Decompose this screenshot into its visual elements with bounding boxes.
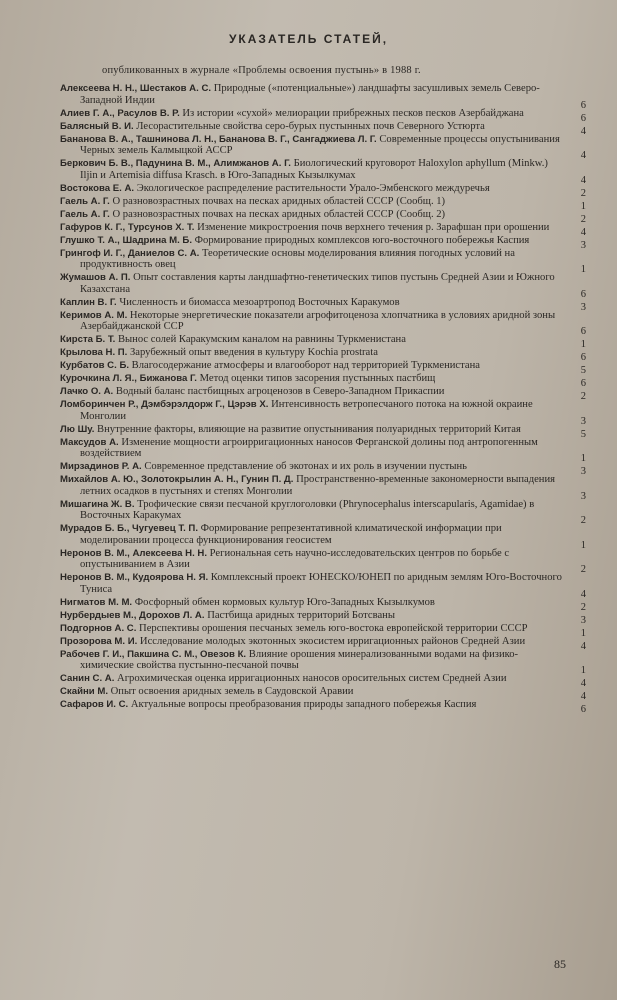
entry-author: Курбатов С. Б. <box>60 360 130 371</box>
entry-author: Подгорнов А. С. <box>60 622 137 634</box>
entry-issue-number: 5 <box>580 428 586 440</box>
index-entry <box>60 622 586 639</box>
entry-title: Из истории «сухой» мелиорации прибрежных песков песков Азербайджана <box>182 107 524 119</box>
index-entry <box>60 436 586 464</box>
entry-title: Изменение мощности агроирригационных наносов Ферганской долины под антропогенным воздействием <box>80 436 538 459</box>
entry-issue-number: 4 <box>580 174 586 186</box>
entry-title: Влагосодержание атмосферы и влагооборот над территорией Туркменистана <box>131 360 480 371</box>
entry-author: Рабочев Г. И., Пакшина С. М., Овезов К. <box>60 648 247 660</box>
index-entry <box>60 296 586 313</box>
entry-issue-number: 3 <box>580 614 586 626</box>
page-title: УКАЗАТЕЛЬ СТАТЕЙ, <box>228 32 389 46</box>
index-entry <box>60 334 586 350</box>
index-entry <box>60 609 586 626</box>
entry-author: Жумашов А. П. <box>60 272 131 283</box>
entry-issue-number: 6 <box>580 112 586 124</box>
entry-author: Гафуров К. Г., Турсунов Х. Т. <box>60 221 195 233</box>
entry-title: Биологический круговорот Haloxylon aphyllum (Minkw.) Iljin и Artemisia diffusa Krasch. в Юго-Западных Кызылкумах <box>80 158 548 181</box>
entry-author: Гаель А. Г. <box>60 195 110 207</box>
entry-issue-number: 1 <box>580 627 586 639</box>
entry-issue-number: 6 <box>580 99 586 111</box>
entry-title: Фосфорный обмен кормовых культур Юго-Западных Кызылкумов <box>134 596 435 608</box>
entry-title: Агрохимическая оценка ирригационных наносов оросительных систем Средней Азии <box>117 673 507 684</box>
index-entry <box>60 360 586 376</box>
entry-author: Неронов В. М., Алексеева Н. Н. <box>60 547 207 559</box>
page-number: 85 <box>554 957 566 971</box>
entry-author: Алексеева Н. Н., Шестаков А. С. <box>60 83 212 94</box>
entry-title: Метод оценки типов засорения пустынных пастбищ <box>199 373 436 384</box>
index-entry <box>60 208 586 225</box>
entry-issue-number: 4 <box>580 678 586 689</box>
index-entry <box>60 133 586 161</box>
entry-title: Современные процессы опустынивания Черных земель Калмыцкой АССР <box>80 133 560 156</box>
index-entry <box>60 673 586 689</box>
entry-title: Современное представление об экотонах и их роль в изучении пустынь <box>144 461 467 472</box>
index-entry <box>60 373 586 389</box>
index-entry <box>60 547 586 575</box>
entry-title: Численность и биомасса мезоартропод Восточных Каракумов <box>119 296 400 308</box>
entry-author: Мишагина Ж. В. <box>60 498 135 510</box>
entry-issue-number: 4 <box>580 640 586 652</box>
entry-title: Зарубежный опыт введения в культуру Kochia prostrata <box>130 347 378 358</box>
entry-title: О разновозрастных почвах на песках аридных областей СССР (Сообщ. 1) <box>112 195 446 207</box>
entry-issue-number: 6 <box>580 326 586 337</box>
index-entry <box>60 423 586 440</box>
index-entry <box>60 309 586 337</box>
index-entry <box>60 120 586 137</box>
entry-issue-number: 1 <box>580 264 586 275</box>
entry-author: Нигматов М. М. <box>60 596 133 608</box>
index-entry <box>60 347 586 363</box>
entry-title: Формирование репрезентативной климатической информации при моделировании процесса функционирования геосистем <box>80 523 502 546</box>
entry-author: Мурадов Б. Б., Чугуевец Т. П. <box>60 523 198 534</box>
index-entry <box>60 399 586 427</box>
entry-issue-number: 2 <box>580 187 586 199</box>
entry-title: Изменение микростроения почв верхнего течения р. Зарафшан при орошении <box>197 221 550 233</box>
index-entry <box>60 498 586 526</box>
entry-issue-number: 2 <box>580 564 586 575</box>
entry-title: Некоторые энергетические показатели агрофитоценоза хлопчатника в условиях аридной зоны Азербайджанской ССР <box>80 309 556 332</box>
entry-issue-number: 2 <box>580 601 586 613</box>
entry-author: Лачко О. А. <box>60 386 114 397</box>
entry-issue-number: 3 <box>580 490 586 502</box>
entry-author: Прозорова М. И. <box>60 635 138 647</box>
entry-issue-number: 3 <box>580 301 586 313</box>
entry-author: Востокова Е. А. <box>60 182 135 194</box>
index-entry <box>60 474 586 502</box>
entry-title: Пастбища аридных территорий Ботсваны <box>207 609 395 621</box>
index-entry <box>60 686 586 702</box>
entry-author: Беркович Б. В., Падунина В. М., Алимжанов А. Г. <box>60 158 291 169</box>
entry-title: Опыт освоения аридных земель в Саудовской Аравии <box>110 686 354 697</box>
entry-issue-number: 4 <box>580 125 586 137</box>
entry-title: Водный баланс пастбищных агроценозов в Северо-Западном Прикаспии <box>115 386 445 397</box>
entry-issue-number: 3 <box>580 239 586 251</box>
entry-issue-number: 1 <box>580 200 586 212</box>
entry-issue-number: 2 <box>580 515 586 526</box>
index-entry <box>60 107 586 124</box>
entry-title: Актуальные вопросы преобразования природы западного побережья Каспия <box>130 699 477 710</box>
entry-title: Перспективы орошения песчаных земель юго-востока европейской территории СССР <box>139 622 528 634</box>
entry-title: Внутренние факторы, влияющие на развитие опустынивания полуаридных территорий Китая <box>97 423 521 435</box>
entry-title: Трофические связи песчаной круглоголовки (Phrynocephalus interscapularis, Agamidae) в Восточных Каракумах <box>80 498 535 521</box>
index-entry <box>60 461 586 477</box>
entry-issue-number: 6 <box>580 704 586 715</box>
entry-title: Региональная сеть научно-исследовательских центров по борьбе с опустыниванием в Азии <box>80 547 510 570</box>
entry-issue-number: 4 <box>580 150 586 161</box>
entry-title: Интенсивность ветропесчаного потока на южной окраине Монголии <box>80 399 533 422</box>
entry-title: Лесорастительные свойства серо-бурых пустынных почв Северного Устюрта <box>136 120 485 132</box>
index-entry <box>60 83 586 111</box>
entry-title: Экологическое распределение растительности Урало-Эмбенского междуречья <box>136 182 490 194</box>
entry-author: Мирзадинов Р. А. <box>60 461 142 472</box>
entry-author: Неронов В. М., Кудоярова Н. Я. <box>60 572 209 583</box>
entry-author: Лю Шу. <box>60 423 95 435</box>
entry-author: Максудов А. <box>60 436 119 448</box>
entry-title: Теоретические основы моделирования влияния погодных условий на продуктивность овец <box>80 247 515 270</box>
entry-author: Курочкина Л. Я., Бижанова Г. <box>60 373 197 384</box>
entry-author: Сафаров И. С. <box>60 699 129 710</box>
index-entry <box>60 182 586 199</box>
entry-issue-number: 4 <box>580 691 586 702</box>
entry-issue-number: 4 <box>580 588 586 600</box>
index-entry <box>60 635 586 652</box>
entry-issue-number: 6 <box>580 378 586 389</box>
entry-issue-number: 5 <box>580 365 586 376</box>
entry-title: Вынос солей Каракумским каналом на равнины Туркменистана <box>117 334 406 345</box>
entry-issue-number: 6 <box>580 288 586 300</box>
index-entry <box>60 699 586 715</box>
entry-author: Скайни М. <box>60 686 108 697</box>
entry-author: Санин С. А. <box>60 673 115 684</box>
entry-author: Нурбердыев М., Дорохов Л. А. <box>60 609 205 621</box>
entry-author: Ломборинчен Р., Дэмбэрэлдорж Г., Цэрэв Х. <box>60 399 269 410</box>
index-entry <box>60 596 586 613</box>
index-entry <box>60 158 586 186</box>
entry-issue-number: 1 <box>580 339 586 350</box>
entry-issue-number: 4 <box>580 226 586 238</box>
entry-issue-number: 1 <box>580 665 586 676</box>
entry-title: Формирование природных комплексов юго-восточного побережья Каспия <box>194 234 530 246</box>
entry-title: Исследование молодых экотонных экосистем ирригационных районов Средней Азии <box>139 635 526 647</box>
entry-author: Крылова Н. П. <box>60 347 128 358</box>
entry-title: Пространственно-временные закономерности выпадения летних осадков в пустынях и степях Монголии <box>80 474 556 497</box>
entry-title: Влияние орошения минерализованными водами на физико-химические свойства пустынно-песчаной почвы <box>80 648 519 671</box>
entry-author: Каплин В. Г. <box>60 296 117 308</box>
entry-issue-number: 6 <box>580 352 586 363</box>
entry-title: О разновозрастных почвах на песках аридных областей СССР (Сообщ. 2) <box>112 208 446 220</box>
index-entry <box>60 195 586 212</box>
entry-issue-number: 2 <box>580 213 586 225</box>
index-entry <box>60 572 586 600</box>
entry-issue-number: 1 <box>580 539 586 551</box>
entry-author: Глушко Т. А., Шадрина М. Б. <box>60 234 192 246</box>
entry-author: Кирста Б. Т. <box>60 334 116 345</box>
index-entry <box>60 247 586 275</box>
entry-issue-number: 3 <box>580 466 586 477</box>
article-index-list <box>60 83 586 715</box>
entry-issue-number: 1 <box>580 453 586 464</box>
index-entry <box>60 523 586 551</box>
entry-title: Комплексный проект ЮНЕСКО/ЮНЕП по аридным землям Юго-Восточного Туниса <box>80 572 562 595</box>
index-entry <box>60 221 586 238</box>
entry-author: Алиев Г. А., Расулов В. Р. <box>60 107 180 119</box>
entry-author: Гаель А. Г. <box>60 208 110 220</box>
index-entry <box>60 648 586 676</box>
entry-author: Балясный В. И. <box>60 120 134 132</box>
index-entry <box>60 272 586 300</box>
index-entry <box>60 386 586 402</box>
entry-issue-number: 3 <box>580 415 586 427</box>
index-entry <box>60 234 586 251</box>
page-subtitle: опубликованных в журнале «Проблемы освоения пустынь» в 1988 г. <box>102 65 421 76</box>
entry-author: Бананова В. А., Ташнинова Л. Н., Бананова В. Г., Сангаджиева Л. Г. <box>60 133 377 145</box>
entry-title: Природные («потенциальные») ландшафты засушливых земель Северо-Западной Индии <box>80 83 540 106</box>
entry-issue-number: 2 <box>580 391 586 402</box>
entry-author: Грингоф И. Г., Даниелов С. А. <box>60 247 200 259</box>
entry-author: Михайлов А. Ю., Золотокрылин А. Н., Гунин П. Д. <box>60 474 294 485</box>
entry-author: Керимов А. М. <box>60 309 128 321</box>
entry-title: Опыт составления карты ландшафтно-генетических типов пустынь Средней Азии и Южного Казахстана <box>80 272 555 295</box>
